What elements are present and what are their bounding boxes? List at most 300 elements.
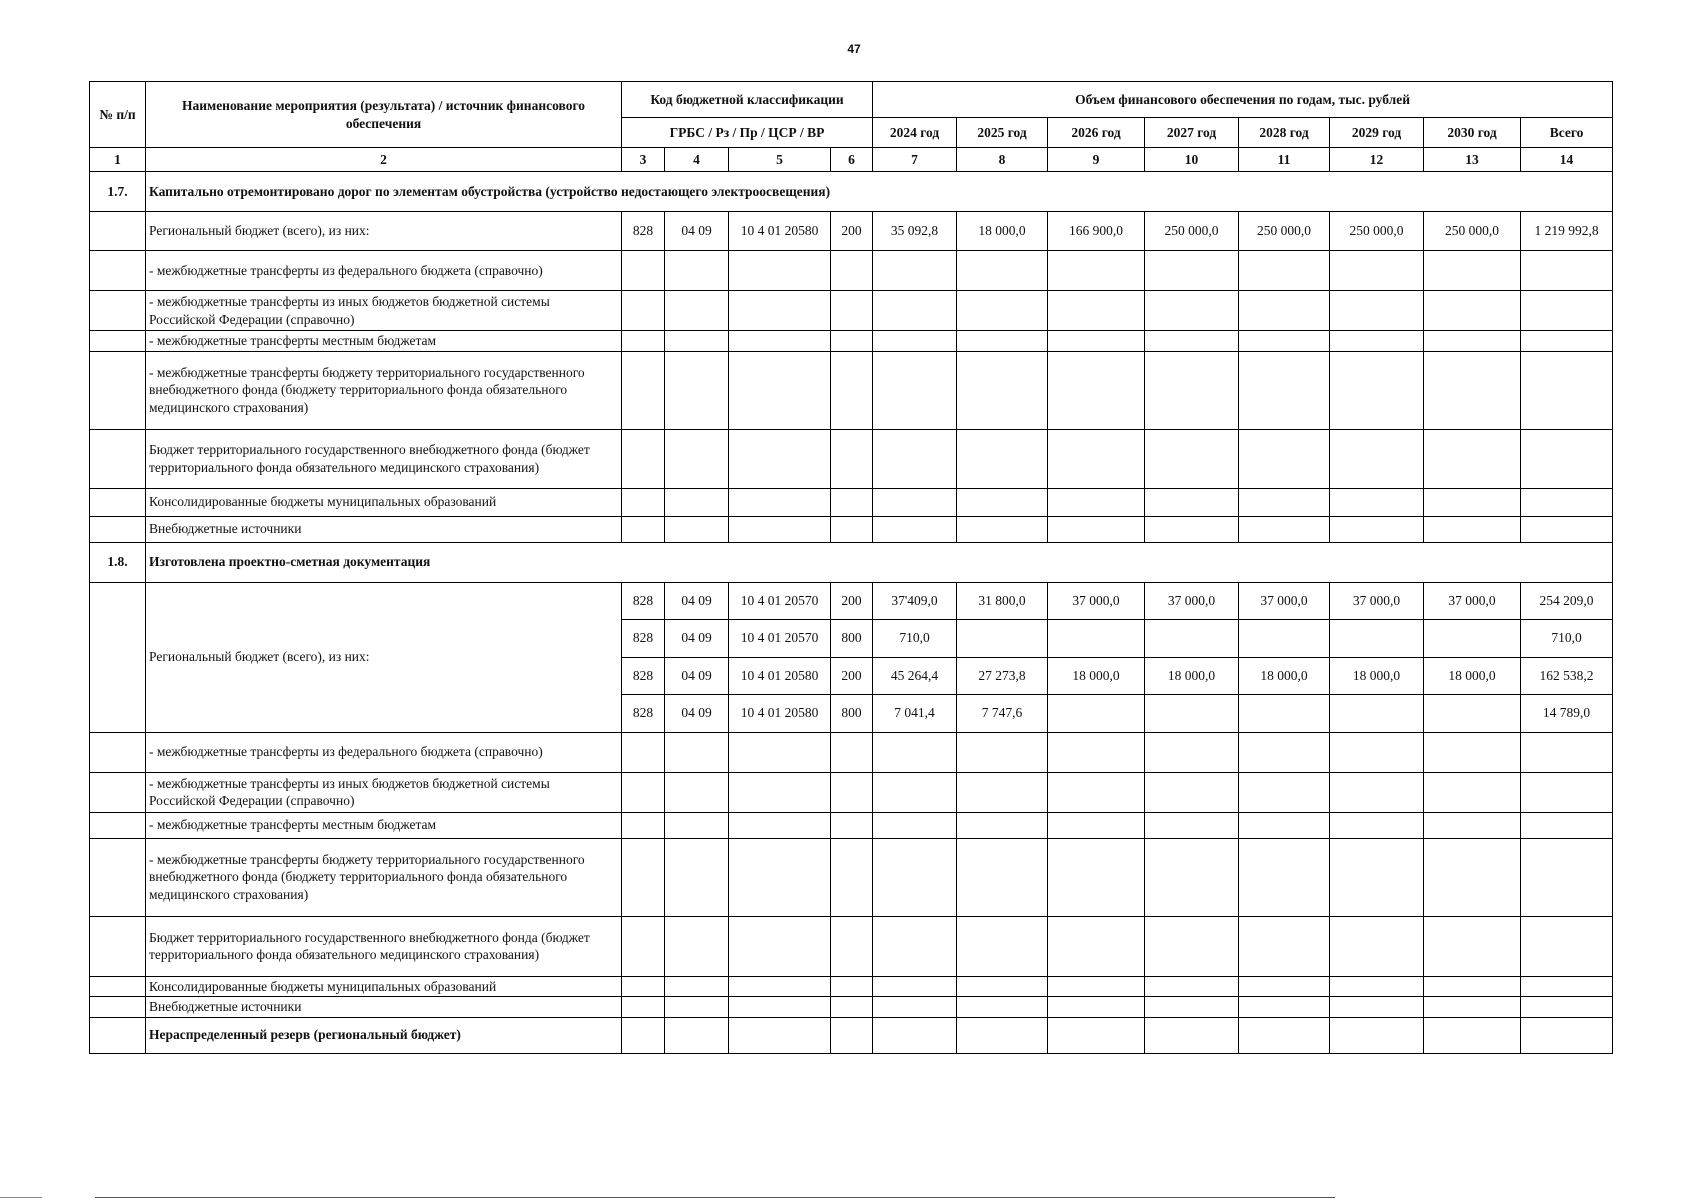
row-number-cell (90, 212, 146, 251)
header-year-2029: 2029 год (1330, 118, 1424, 148)
vr-code: 800 (831, 694, 873, 732)
column-number: 8 (957, 148, 1048, 172)
reserve-row (90, 1017, 1613, 1053)
regional-budget-row (90, 212, 1613, 251)
vr-code: 200 (831, 582, 873, 619)
empty-cell (1330, 812, 1424, 838)
year-value (1239, 619, 1330, 657)
row-number-cell (90, 582, 146, 732)
year-value: 37 000,0 (1239, 582, 1330, 619)
empty-cell (1521, 251, 1613, 291)
empty-cell (622, 976, 665, 997)
empty-cell (1048, 772, 1145, 812)
empty-cell (1330, 732, 1424, 772)
empty-cell (831, 291, 873, 331)
empty-cell (1330, 516, 1424, 542)
empty-cell (1145, 997, 1239, 1018)
empty-cell (1145, 1017, 1239, 1053)
empty-cell (1048, 976, 1145, 997)
empty-cell (1239, 1017, 1330, 1053)
empty-cell (665, 351, 729, 429)
empty-cell (729, 1017, 831, 1053)
empty-cell (1521, 488, 1613, 516)
total-value: 162 538,2 (1521, 657, 1613, 694)
empty-cell (1145, 732, 1239, 772)
empty-cell (1330, 916, 1424, 976)
empty-cell (1048, 488, 1145, 516)
total-value: 14 789,0 (1521, 694, 1613, 732)
empty-cell (1424, 838, 1521, 916)
empty-cell (1239, 488, 1330, 516)
funding-source-label: - межбюджетные трансферты из федерального бюджета (справочно) (146, 732, 622, 772)
reserve-label: Нераспределенный резерв (региональный бюджет) (146, 1017, 622, 1053)
funding-source-row (90, 251, 1613, 291)
column-number: 5 (729, 148, 831, 172)
empty-cell (665, 1017, 729, 1053)
regional-budget-row (90, 582, 1613, 619)
empty-cell (665, 838, 729, 916)
row-number-cell (90, 812, 146, 838)
empty-cell (957, 997, 1048, 1018)
empty-cell (1239, 732, 1330, 772)
csr-code: 10 4 01 20580 (729, 657, 831, 694)
section-title: Капитально отремонтировано дорог по элементам обустройства (устройство недостающего электроосвещения) (146, 172, 1613, 212)
funding-source-label: - межбюджетные трансферты бюджету территориального государственного внебюджетного фонда (бюджету территориального фонда обязательного медицинского страхования) (146, 838, 622, 916)
column-number: 13 (1424, 148, 1521, 172)
empty-cell (729, 331, 831, 352)
section-number: 1.7. (90, 172, 146, 212)
row-number-cell (90, 516, 146, 542)
year-value: 166 900,0 (1048, 212, 1145, 251)
empty-cell (665, 916, 729, 976)
empty-cell (622, 351, 665, 429)
empty-cell (831, 838, 873, 916)
empty-cell (622, 251, 665, 291)
column-number: 9 (1048, 148, 1145, 172)
empty-cell (1145, 488, 1239, 516)
empty-cell (873, 488, 957, 516)
header-row-1 (90, 82, 1613, 118)
page-number: 47 (847, 42, 861, 56)
empty-cell (1239, 351, 1330, 429)
empty-cell (729, 291, 831, 331)
year-value: 250 000,0 (1145, 212, 1239, 251)
regional-budget-label: Региональный бюджет (всего), из них: (146, 582, 622, 732)
year-value: 31 800,0 (957, 582, 1048, 619)
empty-cell (1330, 997, 1424, 1018)
empty-cell (831, 812, 873, 838)
empty-cell (957, 488, 1048, 516)
row-number-cell (90, 772, 146, 812)
rz-pr-code: 04 09 (665, 212, 729, 251)
empty-cell (1145, 351, 1239, 429)
empty-cell (1424, 516, 1521, 542)
row-number-cell (90, 429, 146, 488)
year-value (1330, 619, 1424, 657)
header-code-sub: ГРБС / Рз / Пр / ЦСР / ВР (622, 118, 873, 148)
csr-code: 10 4 01 20570 (729, 619, 831, 657)
column-number: 1 (90, 148, 146, 172)
row-number-cell (90, 351, 146, 429)
footer-rule (95, 1197, 1335, 1198)
year-value (1048, 619, 1145, 657)
empty-cell (1521, 291, 1613, 331)
empty-cell (1424, 772, 1521, 812)
year-value: 45 264,4 (873, 657, 957, 694)
funding-source-label: - межбюджетные трансферты из иных бюджетов бюджетной системы Российской Федерации (справочно) (146, 772, 622, 812)
empty-cell (831, 916, 873, 976)
empty-cell (1048, 351, 1145, 429)
row-number-cell (90, 976, 146, 997)
funding-source-row (90, 916, 1613, 976)
empty-cell (831, 976, 873, 997)
funding-source-row (90, 516, 1613, 542)
funding-source-label: Внебюджетные источники (146, 516, 622, 542)
empty-cell (729, 838, 831, 916)
empty-cell (957, 291, 1048, 331)
empty-cell (1521, 772, 1613, 812)
year-value: 250 000,0 (1424, 212, 1521, 251)
year-value (1424, 694, 1521, 732)
empty-cell (1521, 838, 1613, 916)
empty-cell (1424, 331, 1521, 352)
empty-cell (1424, 429, 1521, 488)
empty-cell (729, 351, 831, 429)
empty-cell (1145, 516, 1239, 542)
empty-cell (1239, 997, 1330, 1018)
empty-cell (729, 251, 831, 291)
empty-cell (957, 331, 1048, 352)
empty-cell (1521, 429, 1613, 488)
header-year-2024: 2024 год (873, 118, 957, 148)
empty-cell (622, 772, 665, 812)
empty-cell (1521, 1017, 1613, 1053)
empty-cell (1521, 916, 1613, 976)
empty-cell (1239, 976, 1330, 997)
empty-cell (831, 251, 873, 291)
csr-code: 10 4 01 20580 (729, 694, 831, 732)
header-year-2027: 2027 год (1145, 118, 1239, 148)
year-value: 18 000,0 (1145, 657, 1239, 694)
year-value: 18 000,0 (957, 212, 1048, 251)
empty-cell (957, 516, 1048, 542)
row-number-cell (90, 916, 146, 976)
empty-cell (957, 916, 1048, 976)
empty-cell (622, 291, 665, 331)
empty-cell (665, 331, 729, 352)
year-value: 35 092,8 (873, 212, 957, 251)
empty-cell (1048, 291, 1145, 331)
funding-source-label: - межбюджетные трансферты местным бюджетам (146, 812, 622, 838)
empty-cell (1424, 997, 1521, 1018)
empty-cell (622, 516, 665, 542)
empty-cell (957, 772, 1048, 812)
year-value: 27 273,8 (957, 657, 1048, 694)
empty-cell (1330, 488, 1424, 516)
empty-cell (1424, 812, 1521, 838)
empty-cell (873, 1017, 957, 1053)
funding-source-label: Бюджет территориального государственного внебюджетного фонда (бюджет территориального фонда обязательного медицинского страхования) (146, 916, 622, 976)
empty-cell (1048, 916, 1145, 976)
empty-cell (1145, 812, 1239, 838)
funding-source-label: Бюджет территориального государственного внебюджетного фонда (бюджет территориального фонда обязательного медицинского страхования) (146, 429, 622, 488)
rz-pr-code: 04 09 (665, 619, 729, 657)
empty-cell (1145, 251, 1239, 291)
column-number: 7 (873, 148, 957, 172)
empty-cell (873, 291, 957, 331)
regional-budget-label: Региональный бюджет (всего), из них: (146, 212, 622, 251)
rz-pr-code: 04 09 (665, 694, 729, 732)
funding-source-label: - межбюджетные трансферты местным бюджетам (146, 331, 622, 352)
empty-cell (1048, 732, 1145, 772)
vr-code: 200 (831, 212, 873, 251)
row-number-cell (90, 732, 146, 772)
section-title: Изготовлена проектно-сметная документация (146, 542, 1613, 582)
empty-cell (1145, 291, 1239, 331)
empty-cell (729, 732, 831, 772)
empty-cell (729, 976, 831, 997)
empty-cell (729, 516, 831, 542)
year-value: 18 000,0 (1330, 657, 1424, 694)
year-value (957, 619, 1048, 657)
empty-cell (873, 997, 957, 1018)
empty-cell (1048, 251, 1145, 291)
header-year-2028: 2028 год (1239, 118, 1330, 148)
empty-cell (873, 838, 957, 916)
empty-cell (1145, 331, 1239, 352)
year-value: 37 000,0 (1048, 582, 1145, 619)
row-number-cell (90, 838, 146, 916)
year-value: 7 747,6 (957, 694, 1048, 732)
empty-cell (1145, 772, 1239, 812)
row-number-cell (90, 997, 146, 1018)
empty-cell (957, 976, 1048, 997)
year-value (1145, 619, 1239, 657)
empty-cell (1239, 838, 1330, 916)
empty-cell (831, 351, 873, 429)
empty-cell (831, 488, 873, 516)
grbs-code: 828 (622, 657, 665, 694)
empty-cell (1330, 351, 1424, 429)
funding-source-label: - межбюджетные трансферты из федерального бюджета (справочно) (146, 251, 622, 291)
scan-edge-mark (0, 1197, 42, 1198)
rz-pr-code: 04 09 (665, 582, 729, 619)
empty-cell (831, 331, 873, 352)
funding-source-row (90, 429, 1613, 488)
year-value: 37 000,0 (1330, 582, 1424, 619)
year-value: 18 000,0 (1048, 657, 1145, 694)
empty-cell (729, 488, 831, 516)
funding-source-row (90, 838, 1613, 916)
empty-cell (622, 812, 665, 838)
year-value: 37 000,0 (1424, 582, 1521, 619)
empty-cell (1330, 251, 1424, 291)
empty-cell (665, 291, 729, 331)
funding-source-label: - межбюджетные трансферты из иных бюджетов бюджетной системы Российской Федерации (справочно) (146, 291, 622, 331)
funding-source-label: Внебюджетные источники (146, 997, 622, 1018)
column-number: 10 (1145, 148, 1239, 172)
empty-cell (622, 488, 665, 516)
header-year-2026: 2026 год (1048, 118, 1145, 148)
empty-cell (873, 976, 957, 997)
empty-cell (957, 429, 1048, 488)
empty-cell (1424, 916, 1521, 976)
empty-cell (1521, 331, 1613, 352)
section-title-row (90, 172, 1613, 212)
empty-cell (831, 516, 873, 542)
empty-cell (622, 997, 665, 1018)
empty-cell (1424, 976, 1521, 997)
funding-source-row (90, 331, 1613, 352)
empty-cell (1145, 976, 1239, 997)
rz-pr-code: 04 09 (665, 657, 729, 694)
total-value: 1 219 992,8 (1521, 212, 1613, 251)
row-number-cell (90, 331, 146, 352)
total-value: 254 209,0 (1521, 582, 1613, 619)
funding-source-row (90, 997, 1613, 1018)
empty-cell (873, 429, 957, 488)
year-value (1145, 694, 1239, 732)
vr-code: 800 (831, 619, 873, 657)
empty-cell (1048, 997, 1145, 1018)
empty-cell (873, 772, 957, 812)
empty-cell (1239, 772, 1330, 812)
empty-cell (665, 516, 729, 542)
empty-cell (665, 997, 729, 1018)
column-number: 12 (1330, 148, 1424, 172)
empty-cell (729, 429, 831, 488)
row-number-cell (90, 488, 146, 516)
grbs-code: 828 (622, 694, 665, 732)
csr-code: 10 4 01 20570 (729, 582, 831, 619)
year-value (1048, 694, 1145, 732)
year-value: 250 000,0 (1239, 212, 1330, 251)
funding-source-row (90, 291, 1613, 331)
grbs-code: 828 (622, 619, 665, 657)
empty-cell (957, 351, 1048, 429)
empty-cell (1048, 516, 1145, 542)
year-value (1424, 619, 1521, 657)
empty-cell (873, 916, 957, 976)
empty-cell (831, 429, 873, 488)
grbs-code: 828 (622, 212, 665, 251)
empty-cell (1048, 838, 1145, 916)
empty-cell (873, 516, 957, 542)
year-value: 710,0 (873, 619, 957, 657)
header-col-volume: Объем финансового обеспечения по годам, тыс. рублей (873, 82, 1613, 118)
empty-cell (957, 1017, 1048, 1053)
empty-cell (622, 1017, 665, 1053)
empty-cell (873, 251, 957, 291)
empty-cell (1521, 516, 1613, 542)
empty-cell (831, 772, 873, 812)
header-col-no: № п/п (90, 82, 146, 148)
header-year-2025: 2025 год (957, 118, 1048, 148)
empty-cell (1330, 838, 1424, 916)
funding-source-label: - межбюджетные трансферты бюджету территориального государственного внебюджетного фонда (бюджету территориального фонда обязательного медицинского страхования) (146, 351, 622, 429)
empty-cell (1330, 1017, 1424, 1053)
year-value (1239, 694, 1330, 732)
empty-cell (622, 838, 665, 916)
empty-cell (665, 976, 729, 997)
empty-cell (873, 732, 957, 772)
column-number: 11 (1239, 148, 1330, 172)
empty-cell (622, 916, 665, 976)
empty-cell (831, 1017, 873, 1053)
year-value: 37 000,0 (1145, 582, 1239, 619)
empty-cell (1521, 732, 1613, 772)
year-value: 250 000,0 (1330, 212, 1424, 251)
empty-cell (1239, 331, 1330, 352)
empty-cell (622, 331, 665, 352)
empty-cell (1424, 351, 1521, 429)
row-number-cell (90, 1017, 146, 1053)
section-title-row (90, 542, 1613, 582)
column-number: 3 (622, 148, 665, 172)
year-value: 37'409,0 (873, 582, 957, 619)
empty-cell (1521, 351, 1613, 429)
grbs-code: 828 (622, 582, 665, 619)
empty-cell (1239, 916, 1330, 976)
empty-cell (1145, 838, 1239, 916)
header-total: Всего (1521, 118, 1613, 148)
empty-cell (1330, 976, 1424, 997)
funding-source-label: Консолидированные бюджеты муниципальных образований (146, 976, 622, 997)
empty-cell (665, 251, 729, 291)
empty-cell (1330, 331, 1424, 352)
row-number-cell (90, 251, 146, 291)
row-number-cell (90, 291, 146, 331)
empty-cell (665, 732, 729, 772)
empty-cell (729, 812, 831, 838)
empty-cell (729, 916, 831, 976)
funding-source-row (90, 732, 1613, 772)
empty-cell (1048, 429, 1145, 488)
funding-source-row (90, 812, 1613, 838)
empty-cell (1239, 291, 1330, 331)
budget-table (89, 81, 1613, 1054)
total-value: 710,0 (1521, 619, 1613, 657)
empty-cell (957, 732, 1048, 772)
empty-cell (873, 351, 957, 429)
empty-cell (957, 838, 1048, 916)
empty-cell (1145, 916, 1239, 976)
csr-code: 10 4 01 20580 (729, 212, 831, 251)
empty-cell (1424, 291, 1521, 331)
column-number: 14 (1521, 148, 1613, 172)
empty-cell (1330, 429, 1424, 488)
empty-cell (1521, 997, 1613, 1018)
column-number: 2 (146, 148, 622, 172)
year-value: 18 000,0 (1239, 657, 1330, 694)
empty-cell (831, 997, 873, 1018)
empty-cell (1424, 1017, 1521, 1053)
empty-cell (873, 331, 957, 352)
empty-cell (665, 772, 729, 812)
empty-cell (1521, 812, 1613, 838)
header-year-2030: 2030 год (1424, 118, 1521, 148)
empty-cell (1048, 1017, 1145, 1053)
empty-cell (1239, 516, 1330, 542)
empty-cell (1239, 251, 1330, 291)
funding-source-row (90, 351, 1613, 429)
empty-cell (957, 812, 1048, 838)
empty-cell (622, 429, 665, 488)
empty-cell (1424, 251, 1521, 291)
empty-cell (1048, 812, 1145, 838)
empty-cell (665, 429, 729, 488)
year-value: 7 041,4 (873, 694, 957, 732)
